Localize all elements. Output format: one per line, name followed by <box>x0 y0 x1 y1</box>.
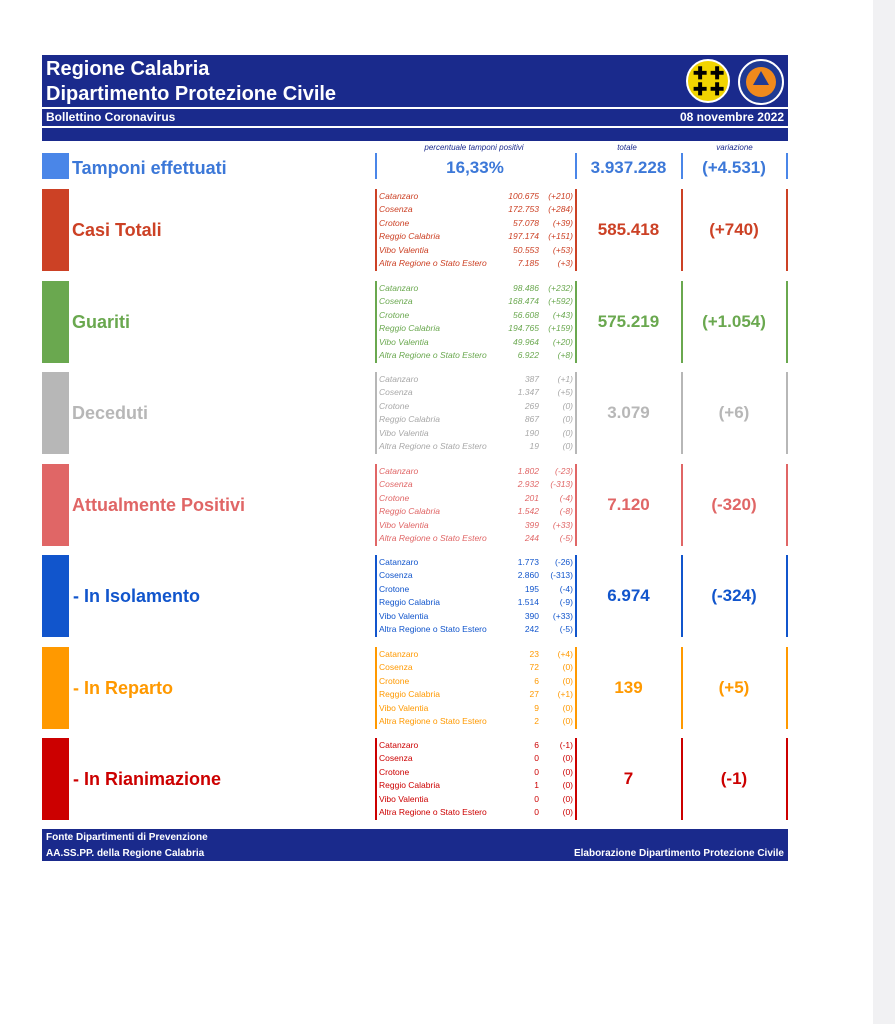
province-name: Cosenza <box>379 479 413 490</box>
province-value: 194.765 <box>508 323 539 334</box>
province-delta: (+20) <box>552 336 573 347</box>
province-row <box>379 596 573 609</box>
province-delta: (0) <box>562 414 573 425</box>
province-value: 49.964 <box>513 336 539 347</box>
divider <box>575 153 577 179</box>
province-value: 27 <box>529 689 539 700</box>
tamponi-total: 3.937.228 <box>590 158 667 177</box>
in-isolamento-province-list <box>379 556 573 636</box>
province-row <box>379 702 573 715</box>
in-rianimazione-label: - In Rianimazione <box>73 769 222 789</box>
province-row <box>379 806 573 819</box>
guariti-total: 575.219 <box>597 312 660 331</box>
province-row <box>379 230 573 243</box>
divider <box>375 738 377 820</box>
tamponi-label: Tamponi effettuati <box>72 158 227 178</box>
province-name: Reggio Calabria <box>379 780 440 791</box>
percent-column-header: percentuale tamponi positivi <box>424 143 524 152</box>
province-name: Altra Regione o Stato Estero <box>379 532 487 543</box>
bulletin-card <box>42 55 788 861</box>
province-value: 1.347 <box>517 387 539 398</box>
province-delta: (0) <box>562 702 573 713</box>
province-name: Crotone <box>379 217 410 228</box>
province-value: 100.675 <box>508 191 539 201</box>
in-rianimazione-swatch <box>42 738 69 820</box>
province-name: Altra Regione o Stato Estero <box>379 806 487 817</box>
province-row <box>379 715 573 728</box>
in-isolamento-variation: (-324) <box>711 586 757 605</box>
divider <box>375 372 377 454</box>
province-delta: (-313) <box>550 479 573 490</box>
province-delta: (+33) <box>552 519 573 530</box>
province-delta: (+210) <box>548 191 573 201</box>
province-name: Catanzaro <box>379 374 419 384</box>
province-value: 56.608 <box>513 309 539 320</box>
province-delta: (0) <box>562 753 573 764</box>
province-delta: (+1) <box>557 689 573 700</box>
attualmente-positivi-swatch <box>42 464 69 546</box>
divider <box>575 281 577 363</box>
province-name: Cosenza <box>379 753 413 764</box>
province-name: Vibo Valentia <box>379 336 429 347</box>
province-value: 168.474 <box>508 296 539 307</box>
province-value: 399 <box>524 519 539 530</box>
province-name: Altra Regione o Stato Estero <box>379 715 487 726</box>
province-row <box>379 400 573 413</box>
province-row <box>379 793 573 806</box>
province-delta: (-23) <box>555 466 573 476</box>
province-row <box>379 295 573 308</box>
deceduti-swatch <box>42 372 69 454</box>
province-name: Reggio Calabria <box>379 323 440 334</box>
province-row <box>379 282 573 295</box>
province-row <box>379 244 573 257</box>
divider <box>786 281 788 363</box>
province-row <box>379 766 573 779</box>
province-delta: (+284) <box>548 204 573 215</box>
province-row <box>379 623 573 636</box>
divider <box>786 555 788 637</box>
divider <box>375 464 377 546</box>
in-isolamento-total: 6.974 <box>607 586 650 605</box>
province-delta: (+4) <box>557 649 573 659</box>
province-delta: (-5) <box>559 532 573 543</box>
in-isolamento-swatch <box>42 555 69 637</box>
province-delta: (-1) <box>559 740 573 750</box>
province-row <box>379 610 573 623</box>
province-value: 172.753 <box>508 204 539 215</box>
province-value: 201 <box>524 492 539 503</box>
province-name: Altra Regione o Stato Estero <box>379 623 487 634</box>
province-value: 390 <box>524 610 539 621</box>
divider <box>786 647 788 729</box>
divider <box>786 738 788 820</box>
casi-totali-variation: (+740) <box>709 220 759 239</box>
province-name: Altra Regione o Stato Estero <box>379 349 487 360</box>
divider <box>786 153 788 179</box>
divider <box>681 372 683 454</box>
province-row <box>379 675 573 688</box>
bulletin-date: 08 novembre 2022 <box>679 110 784 124</box>
tamponi-swatch <box>42 153 69 179</box>
province-row <box>379 505 573 518</box>
province-name: Cosenza <box>379 387 413 398</box>
divider <box>375 647 377 729</box>
province-name: Crotone <box>379 766 410 777</box>
department-title: Dipartimento Protezione Civile <box>46 83 337 105</box>
province-delta: (-5) <box>559 623 573 634</box>
province-delta: (-8) <box>559 506 573 517</box>
province-delta: (0) <box>562 780 573 791</box>
province-name: Vibo Valentia <box>379 702 429 713</box>
region-crest-logo: ✚ ✚ ✚ ✚ <box>686 59 730 103</box>
deceduti-variation: (+6) <box>718 403 750 422</box>
divider <box>681 464 683 546</box>
province-value: 195 <box>524 583 539 594</box>
province-name: Cosenza <box>379 662 413 673</box>
divider <box>575 464 577 546</box>
province-name: Cosenza <box>379 296 413 307</box>
divider <box>681 738 683 820</box>
province-name: Catanzaro <box>379 649 419 659</box>
attualmente-positivi-variation: (-320) <box>711 495 757 514</box>
province-row <box>379 427 573 440</box>
attualmente-positivi-province-list <box>379 465 573 545</box>
province-value: 6.922 <box>517 349 539 360</box>
province-value: 9 <box>534 702 539 713</box>
bulletin-label: Bollettino Coronavirus <box>46 110 176 124</box>
province-name: Altra Regione o Stato Estero <box>379 440 487 451</box>
province-delta: (+232) <box>548 283 573 293</box>
province-row <box>379 739 573 752</box>
region-title: Regione Calabria <box>46 58 210 80</box>
province-value: 2.860 <box>517 570 539 581</box>
province-row <box>379 373 573 386</box>
province-value: 1.542 <box>517 506 539 517</box>
province-name: Crotone <box>379 675 410 686</box>
province-row <box>379 752 573 765</box>
province-value: 0 <box>534 766 539 777</box>
right-margin-bar <box>873 0 895 1024</box>
province-delta: (0) <box>562 715 573 726</box>
province-value: 0 <box>534 753 539 764</box>
divider <box>681 647 683 729</box>
divider <box>786 464 788 546</box>
province-name: Vibo Valentia <box>379 519 429 530</box>
province-delta: (-4) <box>559 492 573 503</box>
divider <box>375 555 377 637</box>
province-value: 1.514 <box>517 597 539 608</box>
divider <box>575 738 577 820</box>
province-name: Cosenza <box>379 204 413 215</box>
province-delta: (-26) <box>555 557 573 567</box>
province-name: Crotone <box>379 400 410 411</box>
province-delta: (+53) <box>552 244 573 255</box>
province-row <box>379 349 573 362</box>
province-delta: (+8) <box>557 349 573 360</box>
province-row <box>379 648 573 661</box>
province-delta: (-313) <box>550 570 573 581</box>
in-isolamento-label: - In Isolamento <box>73 586 201 606</box>
province-value: 7.185 <box>517 257 539 268</box>
province-row <box>379 336 573 349</box>
province-delta: (+39) <box>552 217 573 228</box>
province-name: Catanzaro <box>379 191 419 201</box>
province-row <box>379 465 573 478</box>
variation-column-header: variazione <box>716 143 753 152</box>
province-value: 190 <box>524 427 539 438</box>
footer-elaboration: Elaborazione Dipartimento Protezione Civile <box>573 848 784 859</box>
province-row <box>379 203 573 216</box>
province-name: Vibo Valentia <box>379 427 429 438</box>
province-name: Reggio Calabria <box>379 414 440 425</box>
province-row <box>379 661 573 674</box>
province-value: 244 <box>524 532 539 543</box>
province-row <box>379 779 573 792</box>
province-delta: (+592) <box>548 296 573 307</box>
guariti-variation: (+1.054) <box>702 312 766 331</box>
province-row <box>379 257 573 270</box>
province-value: 1 <box>534 780 539 791</box>
total-column-header: totale <box>617 143 637 152</box>
province-delta: (0) <box>562 400 573 411</box>
guariti-swatch <box>42 281 69 363</box>
deceduti-total: 3.079 <box>607 403 650 422</box>
province-name: Cosenza <box>379 570 413 581</box>
divider <box>375 153 377 179</box>
deceduti-label: Deceduti <box>72 403 149 423</box>
province-value: 387 <box>524 374 539 384</box>
province-delta: (+33) <box>552 610 573 621</box>
footer-source: Fonte Dipartimenti di Prevenzione <box>46 832 208 843</box>
province-value: 57.078 <box>513 217 539 228</box>
header-band <box>42 128 788 141</box>
in-reparto-swatch <box>42 647 69 729</box>
civil-protection-logo <box>738 59 784 105</box>
divider <box>681 555 683 637</box>
province-row <box>379 556 573 569</box>
province-name: Crotone <box>379 583 410 594</box>
province-name: Catanzaro <box>379 283 419 293</box>
casi-totali-swatch <box>42 189 69 271</box>
divider <box>575 555 577 637</box>
divider <box>575 647 577 729</box>
province-value: 2 <box>534 715 539 726</box>
province-value: 269 <box>524 400 539 411</box>
province-delta: (0) <box>562 806 573 817</box>
province-delta: (0) <box>562 440 573 451</box>
province-delta: (-4) <box>559 583 573 594</box>
province-delta: (0) <box>562 766 573 777</box>
deceduti-province-list <box>379 373 573 453</box>
province-value: 6 <box>534 675 539 686</box>
province-value: 0 <box>534 793 539 804</box>
province-value: 197.174 <box>508 231 539 242</box>
province-name: Reggio Calabria <box>379 689 440 700</box>
province-row <box>379 386 573 399</box>
province-row <box>379 309 573 322</box>
province-name: Catanzaro <box>379 466 419 476</box>
province-name: Crotone <box>379 492 410 503</box>
attualmente-positivi-total: 7.120 <box>607 495 650 514</box>
province-row <box>379 492 573 505</box>
footer-asp: AA.SS.PP. della Regione Calabria <box>46 848 205 859</box>
province-value: 72 <box>529 662 539 673</box>
header-banner <box>42 55 788 107</box>
province-delta: (+5) <box>557 387 573 398</box>
province-row <box>379 478 573 491</box>
province-delta: (+159) <box>548 323 573 334</box>
province-row <box>379 583 573 596</box>
province-value: 1.773 <box>517 557 539 567</box>
tamponi-percent: 16,33% <box>446 158 504 177</box>
in-reparto-total: 139 <box>614 678 643 697</box>
tamponi-variation: (+4.531) <box>702 158 766 177</box>
bulletin-bar <box>42 109 788 126</box>
province-row <box>379 440 573 453</box>
divider <box>681 153 683 179</box>
province-value: 98.486 <box>513 283 539 293</box>
casi-totali-province-list <box>379 190 573 270</box>
in-rianimazione-total: 7 <box>623 769 634 788</box>
province-delta: (+1) <box>557 374 573 384</box>
province-name: Vibo Valentia <box>379 610 429 621</box>
province-delta: (+151) <box>548 231 573 242</box>
province-name: Catanzaro <box>379 740 419 750</box>
divider <box>681 281 683 363</box>
divider <box>375 281 377 363</box>
divider <box>786 189 788 271</box>
province-value: 867 <box>524 414 539 425</box>
divider <box>681 189 683 271</box>
province-row <box>379 322 573 335</box>
province-row <box>379 217 573 230</box>
province-name: Catanzaro <box>379 557 419 567</box>
province-row <box>379 190 573 203</box>
province-name: Reggio Calabria <box>379 506 440 517</box>
divider <box>575 189 577 271</box>
province-row <box>379 688 573 701</box>
in-rianimazione-variation: (-1) <box>720 769 748 788</box>
divider <box>575 372 577 454</box>
province-delta: (+3) <box>557 257 573 268</box>
province-name: Reggio Calabria <box>379 597 440 608</box>
guariti-province-list <box>379 282 573 362</box>
province-value: 1.802 <box>517 466 539 476</box>
footer-banner <box>42 829 788 861</box>
province-value: 50.553 <box>513 244 539 255</box>
province-name: Vibo Valentia <box>379 244 429 255</box>
casi-totali-total: 585.418 <box>597 220 660 239</box>
province-row <box>379 569 573 582</box>
province-delta: (0) <box>562 793 573 804</box>
in-reparto-label: - In Reparto <box>73 678 174 698</box>
guariti-label: Guariti <box>72 312 131 332</box>
province-name: Reggio Calabria <box>379 231 440 242</box>
in-reparto-variation: (+5) <box>718 678 750 697</box>
province-row <box>379 413 573 426</box>
province-row <box>379 519 573 532</box>
province-delta: (0) <box>562 427 573 438</box>
province-delta: (+43) <box>552 309 573 320</box>
province-delta: (0) <box>562 662 573 673</box>
province-delta: (-9) <box>559 597 573 608</box>
attualmente-positivi-label: Attualmente Positivi <box>72 495 246 515</box>
province-value: 19 <box>529 440 539 451</box>
province-name: Vibo Valentia <box>379 793 429 804</box>
province-name: Altra Regione o Stato Estero <box>379 257 487 268</box>
province-row <box>379 532 573 545</box>
divider <box>786 372 788 454</box>
divider <box>375 189 377 271</box>
in-rianimazione-province-list <box>379 739 573 819</box>
province-value: 2.932 <box>517 479 539 490</box>
province-name: Crotone <box>379 309 410 320</box>
province-value: 23 <box>529 649 539 659</box>
casi-totali-label: Casi Totali <box>72 220 162 240</box>
province-value: 242 <box>524 623 539 634</box>
province-delta: (0) <box>562 675 573 686</box>
province-value: 0 <box>534 806 539 817</box>
province-value: 6 <box>534 740 539 750</box>
in-reparto-province-list <box>379 648 573 728</box>
